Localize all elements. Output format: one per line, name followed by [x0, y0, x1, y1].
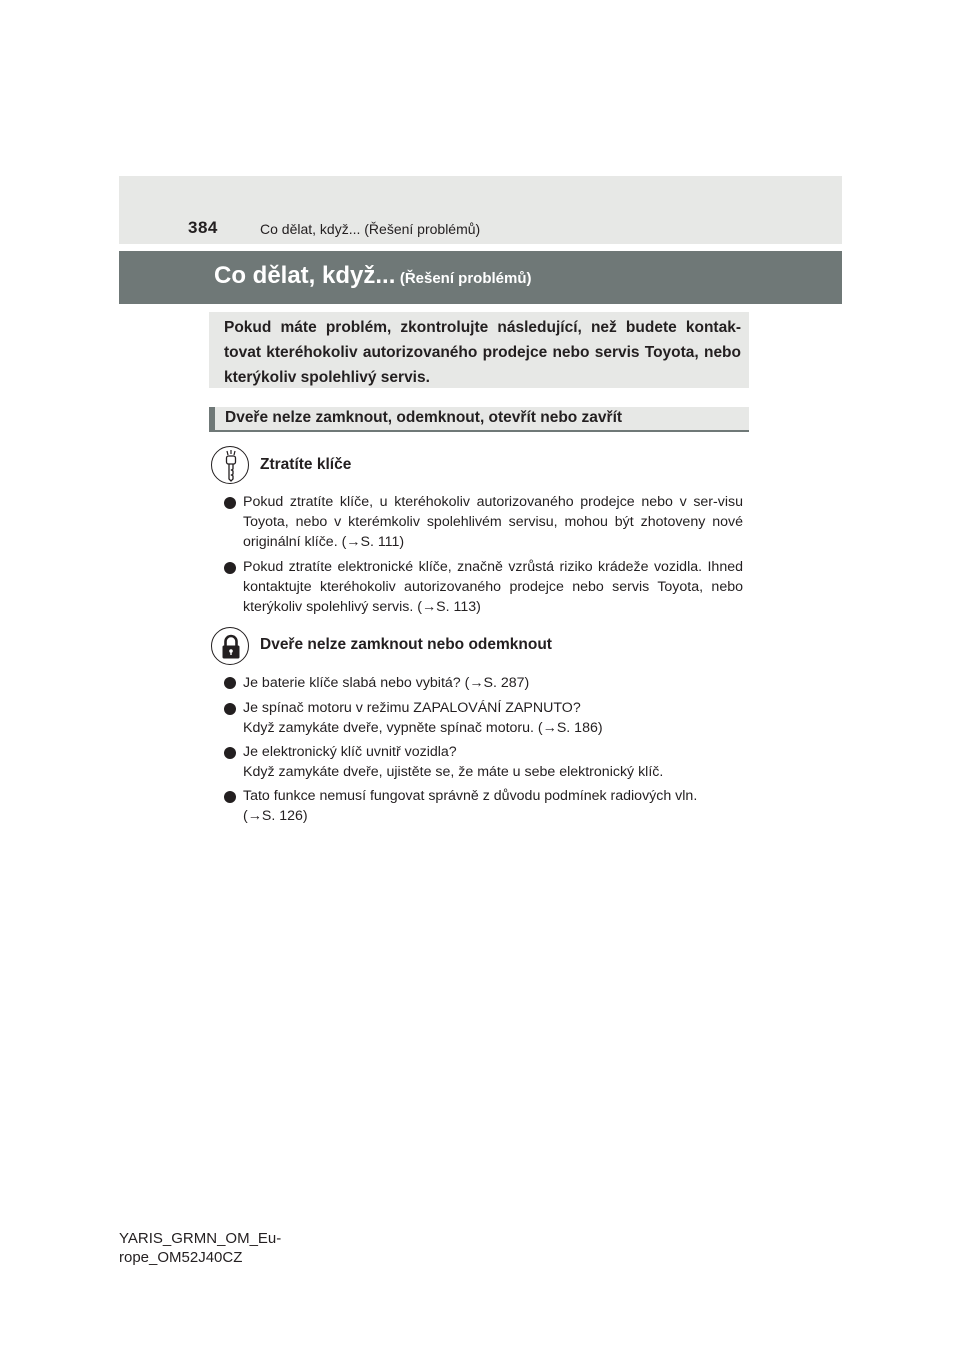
- page-number: 384: [188, 218, 218, 237]
- page-title: [214, 262, 532, 290]
- bullet: [224, 497, 236, 509]
- footer-line-1: YARIS_GRMN_OM_Eu-: [119, 1230, 282, 1247]
- list-item-detail: (→S. 126): [243, 808, 308, 824]
- key-icon: [211, 446, 249, 484]
- title-band: [119, 251, 842, 304]
- cannot-lock-heading: Dveře nelze zamknout nebo odemknout: [260, 636, 552, 653]
- list-item: Tato funkce nemusí fungovat správně z důvodu podmínek radiových vln.: [243, 788, 698, 804]
- intro-box: Pokud máte problém, zkontrolujte následující, než budete kontak-tovat kteréhokoliv autorizovaného prodejce nebo servis Toyota, nebo kterýkoliv spolehlivý servis.: [209, 312, 749, 388]
- bullet: [224, 747, 236, 759]
- list-item-detail: Když zamykáte dveře, ujistěte se, že máte u sebe elektronický klíč.: [243, 764, 664, 780]
- running-head: Co dělat, když... (Řešení problémů): [260, 221, 481, 237]
- title-main: Co dělat, když...: [214, 262, 396, 289]
- lost-keys-heading: Ztratíte klíče: [260, 456, 352, 473]
- bullet: [224, 703, 236, 715]
- title-sub: (Řešení problémů): [399, 270, 532, 287]
- list-item: Je baterie klíče slabá nebo vybitá? (→S. 287): [243, 675, 530, 691]
- bullet: [224, 677, 236, 689]
- list-item: Pokud ztratíte elektronické klíče, značně vzrůstá riziko krádeže vozidla. Ihned kontaktujte kteréhokoliv autorizovaného prodejce nebo servis Toyota, nebo kterýkoliv spolehlivý servis. (→S. 113): [243, 559, 743, 615]
- list-item: Je elektronický klíč uvnitř vozidla?: [243, 744, 457, 760]
- footer: [119, 1229, 281, 1267]
- bullet: [224, 562, 236, 574]
- footer-line-2: rope_OM52J40CZ: [119, 1249, 243, 1266]
- list-item-detail: Když zamykáte dveře, vypněte spínač motoru. (→S. 186): [243, 720, 603, 736]
- section-bar: [209, 407, 749, 432]
- section-title: Dveře nelze zamknout, odemknout, otevřít nebo zavřít: [225, 409, 623, 426]
- bullet: [224, 791, 236, 803]
- header-band: [119, 176, 842, 244]
- list-item: Pokud ztratíte klíče, u kteréhokoliv autorizovaného prodejce nebo v ser-visu Toyota, nebo v kterémkoliv spolehlivém servisu, mohou být zhotoveny nové originální klíče. (→S. 111): [243, 494, 743, 550]
- list-item: Je spínač motoru v režimu ZAPALOVÁNÍ ZAPNUTO?: [243, 700, 581, 716]
- padlock-icon: [211, 627, 249, 665]
